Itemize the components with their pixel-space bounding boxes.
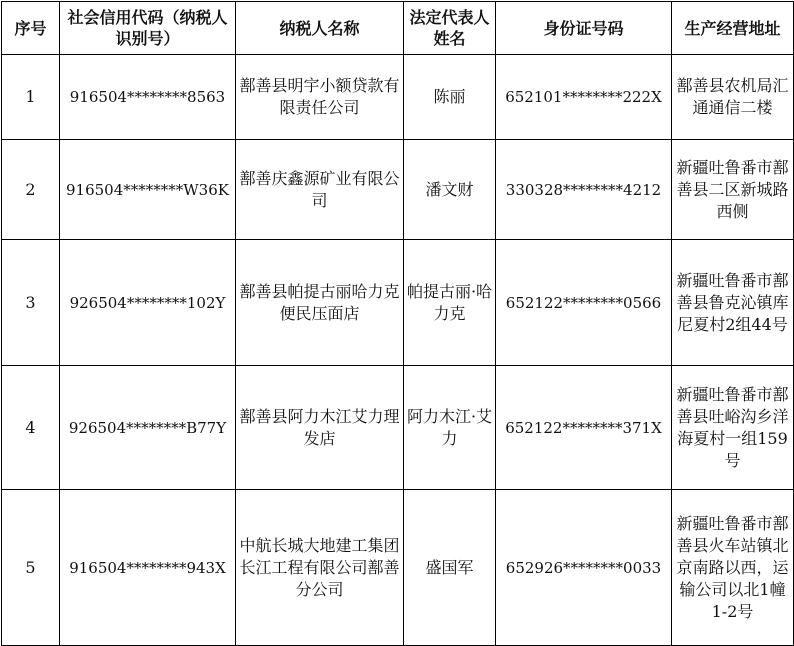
cell-legal-rep: 阿力木江·艾力 bbox=[404, 366, 496, 490]
cell-credit-code: 926504********B77Y bbox=[60, 366, 236, 490]
cell-credit-code: 926504********102Y bbox=[60, 240, 236, 366]
table-row bbox=[2, 490, 794, 646]
cell-id-number: 652926********0033 bbox=[496, 490, 672, 646]
table-row bbox=[2, 366, 794, 490]
cell-taxpayer-name: 鄯善县明宇小额贷款有限责任公司 bbox=[236, 55, 404, 140]
cell-credit-code: 916504********W36K bbox=[60, 140, 236, 240]
cell-index: 4 bbox=[2, 366, 60, 490]
cell-taxpayer-name: 中航长城大地建工集团长江工程有限公司鄯善分公司 bbox=[236, 490, 404, 646]
header-address: 生产经营地址 bbox=[672, 2, 794, 55]
cell-index: 1 bbox=[2, 55, 60, 140]
cell-taxpayer-name: 鄯善县阿力木江艾力理发店 bbox=[236, 366, 404, 490]
header-credit-code: 社会信用代码（纳税人识别号） bbox=[60, 2, 236, 55]
cell-credit-code: 916504********8563 bbox=[60, 55, 236, 140]
cell-index: 3 bbox=[2, 240, 60, 366]
table-header-row bbox=[2, 2, 794, 55]
cell-legal-rep: 陈丽 bbox=[404, 55, 496, 140]
cell-legal-rep: 帕提古丽·哈力克 bbox=[404, 240, 496, 366]
table-row bbox=[2, 240, 794, 366]
cell-address: 新疆吐鲁番市鄯善县二区新城路西侧 bbox=[672, 140, 794, 240]
cell-id-number: 652122********371X bbox=[496, 366, 672, 490]
cell-taxpayer-name: 鄯善庆鑫源矿业有限公司 bbox=[236, 140, 404, 240]
header-id-number: 身份证号码 bbox=[496, 2, 672, 55]
cell-legal-rep: 潘文财 bbox=[404, 140, 496, 240]
cell-address: 新疆吐鲁番市鄯善县吐峪沟乡洋海夏村一组159号 bbox=[672, 366, 794, 490]
header-taxpayer-name: 纳税人名称 bbox=[236, 2, 404, 55]
table-row bbox=[2, 55, 794, 140]
cell-id-number: 330328********4212 bbox=[496, 140, 672, 240]
header-legal-rep: 法定代表人姓名 bbox=[404, 2, 496, 55]
cell-index: 2 bbox=[2, 140, 60, 240]
cell-legal-rep: 盛国军 bbox=[404, 490, 496, 646]
cell-index: 5 bbox=[2, 490, 60, 646]
cell-address: 鄯善县农机局汇通通信二楼 bbox=[672, 55, 794, 140]
cell-id-number: 652101********222X bbox=[496, 55, 672, 140]
cell-taxpayer-name: 鄯善县帕提古丽哈力克便民压面店 bbox=[236, 240, 404, 366]
cell-address: 新疆吐鲁番市鄯善县火车站镇北京南路以西，运输公司以北1幢1-2号 bbox=[672, 490, 794, 646]
cell-address: 新疆吐鲁番市鄯善县鲁克沁镇库尼夏村2组44号 bbox=[672, 240, 794, 366]
cell-credit-code: 916504********943X bbox=[60, 490, 236, 646]
table-row bbox=[2, 140, 794, 240]
cell-id-number: 652122********0566 bbox=[496, 240, 672, 366]
taxpayer-table bbox=[1, 1, 794, 646]
header-index: 序号 bbox=[2, 2, 60, 55]
